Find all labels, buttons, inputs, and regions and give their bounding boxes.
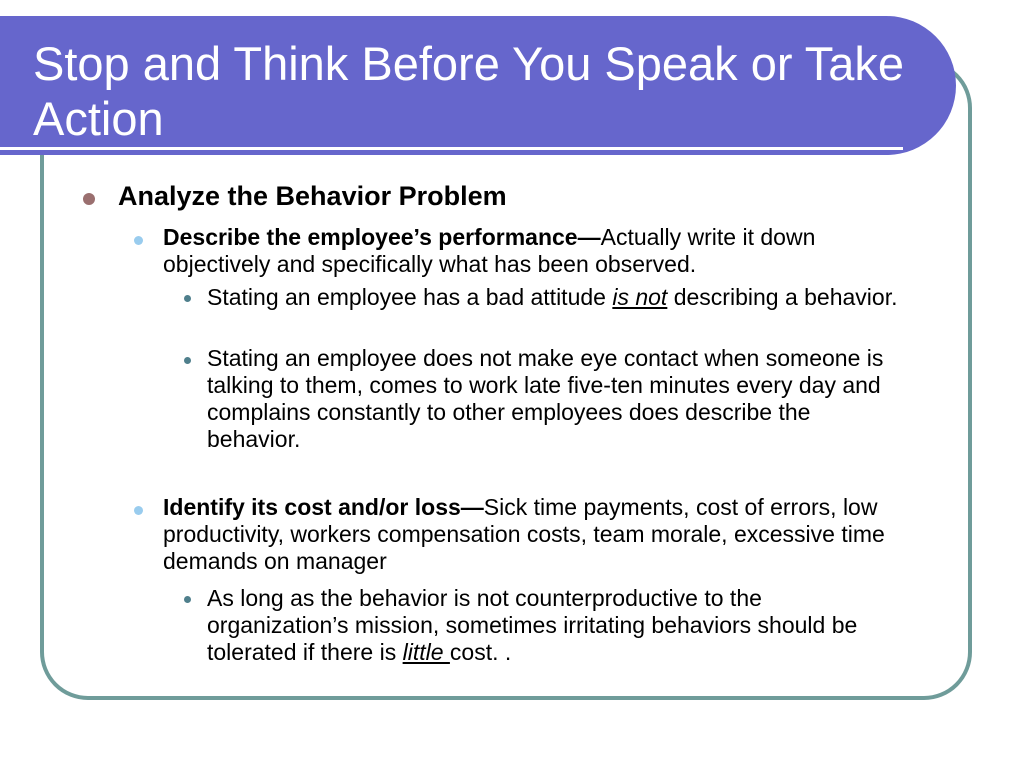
subpoint-bad-attitude: Stating an employee has a bad attitude is not describing a behavior. bbox=[207, 284, 898, 310]
bullet-level1 bbox=[83, 193, 95, 205]
slide-title: Stop and Think Before You Speak or Take Action bbox=[33, 37, 905, 145]
point-describe-text: Actually write it down objectively and specifically what has been observed. bbox=[163, 224, 816, 277]
emphasis-little: little bbox=[402, 639, 450, 665]
subpoint-eye-contact: Stating an employee does not make eye contact when someone is talking to them, comes to work late five-ten minutes every day and complains constantly to other employees does describe the behavior. bbox=[207, 345, 884, 452]
point-identify-cost bbox=[163, 494, 923, 575]
emphasis-is-not: is not bbox=[612, 284, 668, 310]
bullet-level3 bbox=[184, 357, 191, 364]
bullet-level2 bbox=[134, 506, 143, 515]
heading-analyze-behavior: Analyze the Behavior Problem bbox=[118, 181, 507, 211]
subpoint-tolerate-behaviors: As long as the behavior is not counterproductive to the organization’s mission, sometimes irritating behaviors should be tolerated if there is little cost. . bbox=[207, 585, 858, 665]
bullet-level2 bbox=[134, 236, 143, 245]
bullet-level3 bbox=[184, 596, 191, 603]
point-describe-label: Describe the employee’s performance— bbox=[163, 224, 601, 250]
bullet-level3 bbox=[184, 295, 191, 302]
title-underline bbox=[0, 147, 903, 150]
point-cost-label: Identify its cost and/or loss— bbox=[163, 494, 484, 520]
point-describe-performance bbox=[163, 224, 923, 278]
point-cost-text: Sick time payments, cost of errors, low productivity, workers compensation costs, team morale, excessive time demands on manager bbox=[163, 494, 885, 574]
title-bar bbox=[0, 16, 956, 155]
